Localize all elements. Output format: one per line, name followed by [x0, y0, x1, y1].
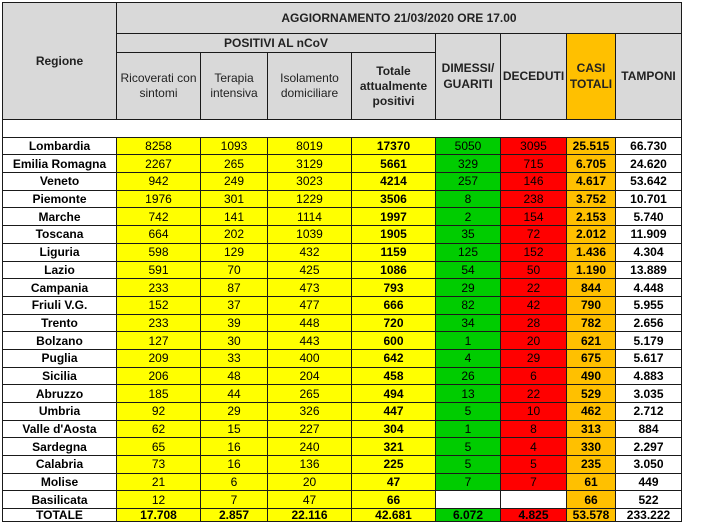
- dimessi-cell: 26: [436, 367, 501, 385]
- totale-positivi-cell: 666: [352, 296, 436, 314]
- ricoverati-cell: 185: [117, 385, 201, 403]
- casi-totali-cell: 529: [567, 385, 616, 403]
- table-row: [3, 403, 682, 421]
- region-name: Campania: [3, 279, 117, 297]
- dimessi-cell: 29: [436, 279, 501, 297]
- region-name: Emilia Romagna: [3, 155, 117, 173]
- totale-positivi-cell: 17370: [352, 137, 436, 155]
- totale-positivi-cell: 458: [352, 367, 436, 385]
- totale-positivi-cell: 47: [352, 473, 436, 491]
- totale-positivi-cell: 66: [352, 491, 436, 509]
- isolamento-cell: 326: [268, 403, 352, 421]
- table-row: [3, 491, 682, 509]
- deceduti-cell: [501, 491, 567, 509]
- dimessi-cell: 2: [436, 208, 501, 226]
- terapia-cell: 6: [201, 473, 268, 491]
- ricoverati-cell: 209: [117, 349, 201, 367]
- isolamento-cell: 1114: [268, 208, 352, 226]
- tamponi-cell: 53.642: [616, 173, 682, 191]
- tamponi-cell: 5.179: [616, 332, 682, 350]
- terapia-cell: 39: [201, 314, 268, 332]
- table-row: [3, 473, 682, 491]
- deceduti-cell: 4: [501, 438, 567, 456]
- header-terapia: Terapia intensiva: [201, 53, 268, 120]
- deceduti-cell: 146: [501, 173, 567, 191]
- table-row: [3, 226, 682, 244]
- totale-row: [3, 509, 682, 522]
- ricoverati-cell: 127: [117, 332, 201, 350]
- ricoverati-cell: 233: [117, 314, 201, 332]
- totale-positivi-cell: 3506: [352, 190, 436, 208]
- casi-totali-cell: 490: [567, 367, 616, 385]
- region-name: Umbria: [3, 403, 117, 421]
- terapia-cell: 37: [201, 296, 268, 314]
- totale-positivi-cell: 1997: [352, 208, 436, 226]
- ricoverati-cell: 742: [117, 208, 201, 226]
- region-name: Veneto: [3, 173, 117, 191]
- isolamento-cell: 47: [268, 491, 352, 509]
- isolamento-cell: 400: [268, 349, 352, 367]
- dimessi-cell: 329: [436, 155, 501, 173]
- dimessi-cell: 4: [436, 349, 501, 367]
- casi-totali-cell: 782: [567, 314, 616, 332]
- dimessi-cell: 5: [436, 438, 501, 456]
- region-name: Calabria: [3, 456, 117, 474]
- ricoverati-cell: 942: [117, 173, 201, 191]
- dimessi-cell: 125: [436, 243, 501, 261]
- terapia-cell: 48: [201, 367, 268, 385]
- region-name: Lazio: [3, 261, 117, 279]
- region-rows: [3, 120, 682, 509]
- table-row: [3, 314, 682, 332]
- isolamento-cell: 1229: [268, 190, 352, 208]
- casi-totali-cell: 66: [567, 491, 616, 509]
- ricoverati-cell: 73: [117, 456, 201, 474]
- totale-positivi-cell: 304: [352, 420, 436, 438]
- table-row: [3, 332, 682, 350]
- totale-tamponi: 233.222: [616, 509, 682, 522]
- casi-totali-cell: 4.617: [567, 173, 616, 191]
- casi-totali-cell: 621: [567, 332, 616, 350]
- tamponi-cell: 522: [616, 491, 682, 509]
- totale-isolamento: 22.116: [268, 509, 352, 522]
- dimessi-cell: 1: [436, 332, 501, 350]
- totale-ricoverati: 17.708: [117, 509, 201, 522]
- isolamento-cell: 432: [268, 243, 352, 261]
- tamponi-cell: 5.617: [616, 349, 682, 367]
- totale-deceduti: 4.825: [501, 509, 567, 522]
- deceduti-cell: 42: [501, 296, 567, 314]
- region-name: Liguria: [3, 243, 117, 261]
- totale-positivi-cell: 1086: [352, 261, 436, 279]
- isolamento-cell: 1039: [268, 226, 352, 244]
- table-row: [3, 420, 682, 438]
- ricoverati-cell: 62: [117, 420, 201, 438]
- table-row: [3, 155, 682, 173]
- ricoverati-cell: 21: [117, 473, 201, 491]
- table-row: [3, 296, 682, 314]
- tamponi-cell: 66.730: [616, 137, 682, 155]
- ricoverati-cell: 664: [117, 226, 201, 244]
- dimessi-cell: 1: [436, 420, 501, 438]
- totale-dimessi: 6.072: [436, 509, 501, 522]
- casi-totali-cell: 675: [567, 349, 616, 367]
- terapia-cell: 129: [201, 243, 268, 261]
- isolamento-cell: 448: [268, 314, 352, 332]
- totale-positivi-cell: 5661: [352, 155, 436, 173]
- deceduti-cell: 152: [501, 243, 567, 261]
- isolamento-cell: 425: [268, 261, 352, 279]
- dimessi-cell: 34: [436, 314, 501, 332]
- casi-totali-cell: 2.012: [567, 226, 616, 244]
- tamponi-cell: 24.620: [616, 155, 682, 173]
- region-name: Molise: [3, 473, 117, 491]
- terapia-cell: 265: [201, 155, 268, 173]
- deceduti-cell: 154: [501, 208, 567, 226]
- ricoverati-cell: 2267: [117, 155, 201, 173]
- tamponi-cell: 4.883: [616, 367, 682, 385]
- casi-totali-cell: 25.515: [567, 137, 616, 155]
- region-name: Toscana: [3, 226, 117, 244]
- tamponi-cell: 5.740: [616, 208, 682, 226]
- region-name: Abruzzo: [3, 385, 117, 403]
- deceduti-cell: 28: [501, 314, 567, 332]
- table-row: [3, 208, 682, 226]
- region-name: Valle d'Aosta: [3, 420, 117, 438]
- dimessi-cell: 7: [436, 473, 501, 491]
- tamponi-cell: 13.889: [616, 261, 682, 279]
- table-row: [3, 367, 682, 385]
- deceduti-cell: 22: [501, 279, 567, 297]
- table-row: [3, 137, 682, 155]
- deceduti-cell: 5: [501, 456, 567, 474]
- casi-totali-cell: 235: [567, 456, 616, 474]
- dimessi-cell: [436, 491, 501, 509]
- terapia-cell: 33: [201, 349, 268, 367]
- isolamento-cell: 20: [268, 473, 352, 491]
- ricoverati-cell: 598: [117, 243, 201, 261]
- terapia-cell: 87: [201, 279, 268, 297]
- region-name: Puglia: [3, 349, 117, 367]
- isolamento-cell: 8019: [268, 137, 352, 155]
- tamponi-cell: 2.656: [616, 314, 682, 332]
- header-deceduti: DECEDUTI: [501, 34, 567, 120]
- region-name: Lombardia: [3, 137, 117, 155]
- casi-totali-cell: 2.153: [567, 208, 616, 226]
- tamponi-cell: 2.297: [616, 438, 682, 456]
- casi-totali-cell: 61: [567, 473, 616, 491]
- table-row: [3, 349, 682, 367]
- table-row: [3, 173, 682, 191]
- header-tamponi: TAMPONI: [616, 34, 682, 120]
- dimessi-cell: 82: [436, 296, 501, 314]
- isolamento-cell: 204: [268, 367, 352, 385]
- deceduti-cell: 29: [501, 349, 567, 367]
- ricoverati-cell: 1976: [117, 190, 201, 208]
- deceduti-cell: 7: [501, 473, 567, 491]
- dimessi-cell: 5: [436, 403, 501, 421]
- terapia-cell: 1093: [201, 137, 268, 155]
- isolamento-cell: 136: [268, 456, 352, 474]
- casi-totali-cell: 3.752: [567, 190, 616, 208]
- tamponi-cell: 3.035: [616, 385, 682, 403]
- deceduti-cell: 8: [501, 420, 567, 438]
- deceduti-cell: 6: [501, 367, 567, 385]
- deceduti-cell: 50: [501, 261, 567, 279]
- totale-positivi-cell: 4214: [352, 173, 436, 191]
- totale-positivi: 42.681: [352, 509, 436, 522]
- casi-totali-cell: 330: [567, 438, 616, 456]
- header-ricoverati: Ricoverati con sintomi: [117, 53, 201, 120]
- ricoverati-cell: 65: [117, 438, 201, 456]
- deceduti-cell: 20: [501, 332, 567, 350]
- deceduti-cell: 3095: [501, 137, 567, 155]
- header-isolamento: Isolamento domiciliare: [268, 53, 352, 120]
- terapia-cell: 249: [201, 173, 268, 191]
- header-dimessi: DIMESSI/ GUARITI: [436, 34, 501, 120]
- region-name: Trento: [3, 314, 117, 332]
- totale-positivi-cell: 600: [352, 332, 436, 350]
- totale-label: TOTALE: [3, 509, 117, 522]
- terapia-cell: 30: [201, 332, 268, 350]
- region-name: Friuli V.G.: [3, 296, 117, 314]
- region-name: Marche: [3, 208, 117, 226]
- header-positivi-group: POSITIVI AL nCoV: [117, 34, 436, 53]
- terapia-cell: 202: [201, 226, 268, 244]
- ricoverati-cell: 92: [117, 403, 201, 421]
- casi-totali-cell: 1.190: [567, 261, 616, 279]
- casi-totali-cell: 6.705: [567, 155, 616, 173]
- terapia-cell: 15: [201, 420, 268, 438]
- casi-totali-cell: 844: [567, 279, 616, 297]
- ricoverati-cell: 152: [117, 296, 201, 314]
- ricoverati-cell: 206: [117, 367, 201, 385]
- dimessi-cell: 8: [436, 190, 501, 208]
- casi-totali-cell: 462: [567, 403, 616, 421]
- table-row: [3, 385, 682, 403]
- deceduti-cell: 715: [501, 155, 567, 173]
- deceduti-cell: 72: [501, 226, 567, 244]
- ricoverati-cell: 233: [117, 279, 201, 297]
- totale-positivi-cell: 225: [352, 456, 436, 474]
- terapia-cell: 70: [201, 261, 268, 279]
- tamponi-cell: 884: [616, 420, 682, 438]
- totale-terapia: 2.857: [201, 509, 268, 522]
- casi-totali-cell: 313: [567, 420, 616, 438]
- terapia-cell: 29: [201, 403, 268, 421]
- table-row: [3, 261, 682, 279]
- terapia-cell: 141: [201, 208, 268, 226]
- casi-totali-cell: 1.436: [567, 243, 616, 261]
- totale-positivi-cell: 1159: [352, 243, 436, 261]
- deceduti-cell: 22: [501, 385, 567, 403]
- isolamento-cell: 3129: [268, 155, 352, 173]
- isolamento-cell: 3023: [268, 173, 352, 191]
- isolamento-cell: 473: [268, 279, 352, 297]
- totale-positivi-cell: 642: [352, 349, 436, 367]
- terapia-cell: 16: [201, 456, 268, 474]
- totale-positivi-cell: 321: [352, 438, 436, 456]
- isolamento-cell: 477: [268, 296, 352, 314]
- deceduti-cell: 238: [501, 190, 567, 208]
- dimessi-cell: 35: [436, 226, 501, 244]
- region-name: Sardegna: [3, 438, 117, 456]
- table-row: [3, 190, 682, 208]
- ricoverati-cell: 8258: [117, 137, 201, 155]
- casi-totali-cell: 790: [567, 296, 616, 314]
- totale-positivi-cell: 447: [352, 403, 436, 421]
- totale-positivi-cell: 494: [352, 385, 436, 403]
- terapia-cell: 44: [201, 385, 268, 403]
- totale-positivi-cell: 1905: [352, 226, 436, 244]
- tamponi-cell: 4.448: [616, 279, 682, 297]
- table-row: [3, 279, 682, 297]
- ricoverati-cell: 12: [117, 491, 201, 509]
- terapia-cell: 7: [201, 491, 268, 509]
- isolamento-cell: 443: [268, 332, 352, 350]
- tamponi-cell: 11.909: [616, 226, 682, 244]
- header-regione: Regione: [3, 3, 117, 120]
- header-casi-totali: CASI TOTALI: [567, 34, 616, 120]
- table-row: [3, 243, 682, 261]
- tamponi-cell: 10.701: [616, 190, 682, 208]
- tamponi-cell: 4.304: [616, 243, 682, 261]
- report-title: AGGIORNAMENTO 21/03/2020 ORE 17.00: [117, 3, 682, 34]
- region-name: Piemonte: [3, 190, 117, 208]
- isolamento-cell: 265: [268, 385, 352, 403]
- ricoverati-cell: 591: [117, 261, 201, 279]
- dimessi-cell: 257: [436, 173, 501, 191]
- dimessi-cell: 5050: [436, 137, 501, 155]
- covid-report-table: [2, 2, 682, 522]
- isolamento-cell: 240: [268, 438, 352, 456]
- dimessi-cell: 54: [436, 261, 501, 279]
- header-totale-positivi: Totale attualmente positivi: [352, 53, 436, 120]
- totale-casi: 53.578: [567, 509, 616, 522]
- region-name: Sicilia: [3, 367, 117, 385]
- table-row: [3, 456, 682, 474]
- tamponi-cell: 2.712: [616, 403, 682, 421]
- terapia-cell: 301: [201, 190, 268, 208]
- totale-positivi-cell: 793: [352, 279, 436, 297]
- terapia-cell: 16: [201, 438, 268, 456]
- tamponi-cell: 449: [616, 473, 682, 491]
- dimessi-cell: 13: [436, 385, 501, 403]
- region-name: Basilicata: [3, 491, 117, 509]
- deceduti-cell: 10: [501, 403, 567, 421]
- table-row: [3, 438, 682, 456]
- totale-positivi-cell: 720: [352, 314, 436, 332]
- tamponi-cell: 3.050: [616, 456, 682, 474]
- dimessi-cell: 5: [436, 456, 501, 474]
- region-name: Bolzano: [3, 332, 117, 350]
- isolamento-cell: 227: [268, 420, 352, 438]
- tamponi-cell: 5.955: [616, 296, 682, 314]
